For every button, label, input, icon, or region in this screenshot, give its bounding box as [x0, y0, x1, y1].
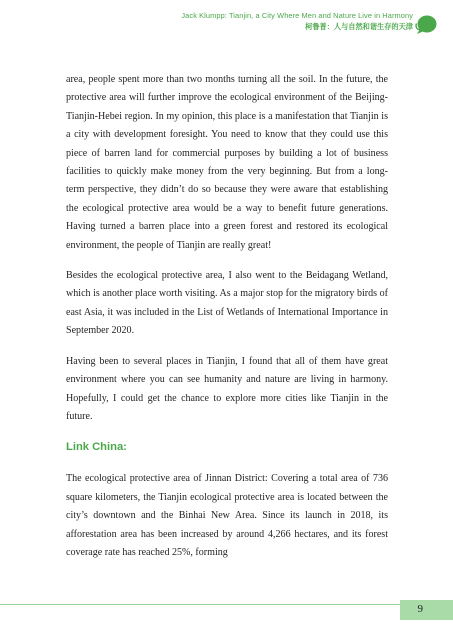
- link-china-paragraph: The ecological protective area of Jinnan District: Covering a total area of 736 square kilometers, the Tianjin ecological protective area is located between the city’s downtown and the Binhai New Area. Since its launch in 2018, its afforestation area has been increased by around 4,266 hectares, and its forest coverage rate has reached 25%, forming: [66, 473, 388, 558]
- page-number-tab: [400, 600, 453, 620]
- paragraph: Besides the ecological protective area, I also went to the Beidagang Wetland, which is another place worth visiting. As a major stop for the migratory birds of east Asia, it was included in the List of Wetlands of International Importance in September 2020.: [66, 270, 388, 337]
- header-title-zh: 柯鲁普：人与自然和谐生存的天津: [305, 22, 413, 31]
- running-header: [33, 10, 413, 32]
- page-number: 9: [417, 603, 423, 615]
- section-heading: Link China:: [66, 441, 127, 454]
- header-title-en: Jack Klumpp: Tianjin, a City Where Men and Nature Live in Harmony: [181, 11, 413, 20]
- paragraph: area, people spent more than two months turning all the soil. In the future, the protective area will further improve the ecological environment of the Beijing-Tianjin-Hebei region. In my opinion, this place is a manifestation that Tianjin is a city with development foresight. You need to know that they could use this piece of barren land for commercial purposes by building a lot of business facilities to quickly make money from the very beginning. But from a long-term perspective, they didn’t do so because they were aware that establishing the ecological protective area would be a way to benefit future generations. Having turned a barren place into a green forest and restored its ecological environment, the people of Tianjin are really great!: [66, 74, 388, 251]
- speech-bubble-c-icon: [413, 14, 437, 38]
- article-body: [66, 71, 388, 574]
- paragraph: Having been to several places in Tianjin, I found that all of them have great environment where you can see humanity and nature are living in harmony. Hopefully, I could get the chance to explore more cities like Tianjin in the future.: [66, 355, 388, 422]
- footer-divider: [0, 604, 400, 605]
